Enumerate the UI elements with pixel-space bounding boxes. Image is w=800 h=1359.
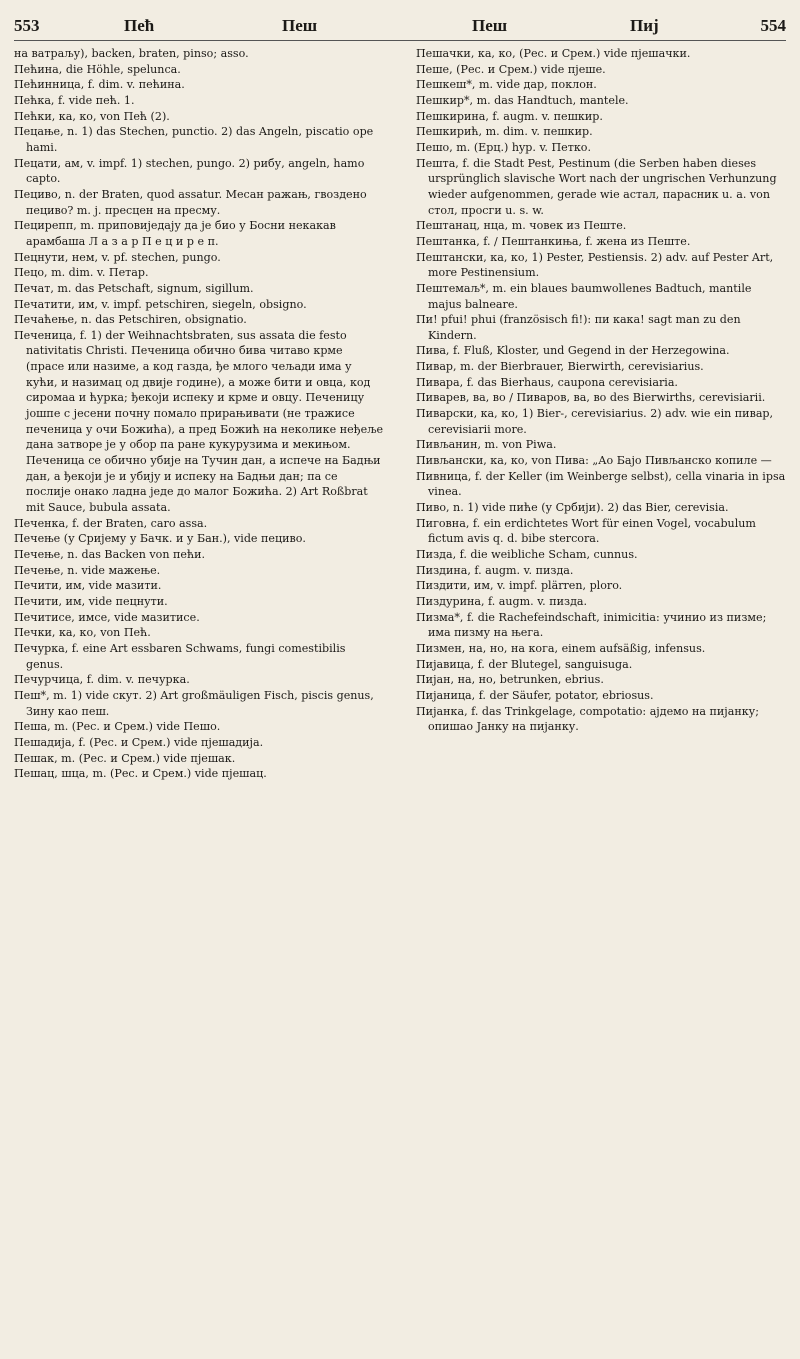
guide-word-4: Пиј: [630, 16, 659, 35]
dictionary-entry: Пеше, (Рес. и Срем.) vide пјеше.: [416, 62, 606, 76]
guide-word-1: Пећ: [124, 16, 155, 35]
dictionary-entry: Печки, ка, ко, von Пећ.: [14, 626, 151, 640]
dictionary-entry: Пецати, ам, v. impf. 1) stechen, pungo. 2) рибу, angeln, hamo capto.: [14, 156, 365, 186]
left-column: [14, 46, 384, 782]
dictionary-entry: Пештански, ка, ко, 1) Pester, Pestiensis. 2) adv. auf Pester Art, more Pestinensium.: [416, 250, 774, 280]
dictionary-entry: Пештанац, нца, m. човек из Пеште.: [416, 219, 627, 233]
right-column: [416, 46, 786, 735]
dictionary-entry: Пешта, f. die Stadt Pest, Pestinum (die Serben haben dieses ursprünglich slavische Wort nach der ungrischen Verhunzung wieder aufgenommen, gerade wie астал, парасник u. a. von стол, просги u. s. w.: [416, 156, 777, 217]
dictionary-entry: Пешкир*, m. das Handtuch, mantele.: [416, 93, 629, 107]
dictionary-entry: Пећина, die Höhle, spelunca.: [14, 62, 181, 76]
dictionary-entry: Печити, им, vide мазити.: [14, 579, 162, 593]
dictionary-entry: Пећки, ка, ко, von Пећ (2).: [14, 109, 170, 123]
dictionary-entry: Пиздурина, f. augm. v. пизда.: [416, 594, 588, 608]
dictionary-entry: Печење, n. das Backen von пећи.: [14, 548, 206, 561]
dictionary-entry: Пивара, f. das Bierhaus, caupona cerevisiaria.: [416, 375, 678, 389]
dictionary-entry: Печурчица, f. dim. v. печурка.: [14, 673, 190, 687]
dictionary-entry: Печаћење, n. das Petschiren, obsignatio.: [14, 313, 247, 327]
dictionary-entry: Пециво, n. der Braten, quod assatur. Месан ражањ, гвоздено пециво? m. j. пресцен на пресму.: [14, 187, 367, 217]
dictionary-entry: Пиварев, ва, во / Пиваров, ва, во des Bierwirths, cerevisiarii.: [416, 391, 766, 405]
dictionary-entry: Пешкирина, f. augm. v. пешкир.: [416, 109, 603, 123]
dictionary-entry: Пешац, шца, m. (Рес. и Срем.) vide пјешац.: [14, 767, 267, 781]
dictionary-entry: Пецање, n. 1) das Stechen, punctio. 2) das Angeln, piscatio ope hami.: [14, 125, 374, 154]
dictionary-entry: Пешкеш*, m. vide дар, поклон.: [416, 78, 597, 92]
dictionary-entry: Печат, m. das Petschaft, signum, sigillum.: [14, 281, 254, 295]
dictionary-entry: Пиздина, f. augm. v. пизда.: [416, 563, 574, 577]
dictionary-entry: Пиздити, им, v. impf. plärren, ploro.: [416, 579, 623, 593]
dictionary-entry: Пешак, m. (Рес. и Срем.) vide пјешак.: [14, 751, 236, 765]
header-rule: [14, 40, 786, 41]
page-number-right: 554: [760, 16, 786, 35]
dictionary-entry: Печити, им, vide пецнути.: [14, 594, 168, 608]
dictionary-entry: Пешадија, f. (Рес. и Срем.) vide пјешадија.: [14, 735, 264, 749]
dictionary-entry: Пештанка, f. / Пештанкиња, f. жена из Пеште.: [416, 234, 691, 248]
dictionary-entry: Пивљанин, m. von Piwa.: [416, 438, 557, 452]
dictionary-entry: Пи! pfui! phui (französisch fi!): пи кака! sagt man zu den Kindern.: [416, 313, 741, 342]
dictionary-entry: Печеница, f. 1) der Weihnachtsbraten, sus assata die festo nativitatis Christi. Печеница обично бива читаво крме (прасе или назиме, а код газда, ђе млого чељади има у кући, и назимац од двије године), а може бити и овца, код сиромаа и ћурка; ђекоји испеку и крме и овцу. Печеницу јошпе с јесени почну помало прирањивати (не тражисе печеница у очи Божића), а пред Божић на неколике неђеље дана затворе је у обор па ране кукурузима и мекињом. Печеница се обично убије на Тучин дан, а испече на Бадњи дан, а ђекоји је и убију и испеку на Бадњи дан; па се послије онако ладна једе до малог Божића. 2) Art Roßbrat mit Sauce, bubula assata.: [14, 328, 384, 515]
dictionary-entry: Пеша, m. (Рес. и Срем.) vide Пешо.: [14, 720, 221, 734]
dictionary-entry: Пеш*, m. 1) vide скут. 2) Art großmäuligen Fisch, piscis genus, Зину као пеш.: [14, 688, 374, 718]
dictionary-entry: на ватраљу), backen, braten, pinso; asso.: [14, 47, 249, 60]
page-number-left: 553: [14, 16, 40, 35]
dictionary-entry: Пецирепп, m. приповиједају да је био у Босни некакав арамбаша Л а з а р П е ц и р е п.: [14, 219, 336, 248]
dictionary-entry: Пијан, на, но, betrunken, ebrius.: [416, 673, 604, 687]
dictionary-entry: Печитисе, имсе, vide мазитисе.: [14, 610, 200, 624]
guide-word-2: Пеш: [282, 16, 318, 35]
dictionary-entry: Печенка, f. der Braten, caro assa.: [14, 516, 208, 530]
dictionary-entry: Пешо, m. (Ерц.) hyp. v. Петко.: [416, 140, 591, 154]
dictionary-entry: Пизма*, f. die Rachefeindschaft, inimicitia: учинио из пизме; има пизму на њега.: [416, 610, 767, 640]
dictionary-entry: Пећка, f. vide пећ. 1.: [14, 93, 135, 107]
dictionary-entry: Пешачки, ка, ко, (Рес. и Срем.) vide пјешачки.: [416, 47, 691, 60]
dictionary-entry: Печење (у Сријему у Бачк. и у Бан.), vide пециво.: [14, 532, 306, 546]
dictionary-entry: Пивар, m. der Bierbrauer, Bierwirth, cerevisiarius.: [416, 360, 704, 374]
dictionary-entry: Пива, f. Fluß, Kloster, und Gegend in der Herzegowina.: [416, 344, 730, 358]
guide-word-3: Пеш: [472, 16, 508, 35]
dictionary-entry: Пивница, f. der Keller (im Weinberge selbst), cella vinaria in ipsa vinea.: [416, 469, 786, 499]
dictionary-entry: Пијанка, f. das Trinkgelage, compotatio: ајдемо на пијанку; опишао Јанку на пијанку.: [416, 704, 759, 734]
dictionary-entry: Пештемаљ*, m. ein blaues baumwollenes Badtuch, mantile majus balneare.: [416, 281, 752, 311]
dictionary-entry: Печурка, f. eine Art essbaren Schwams, fungi comestibilis genus.: [14, 641, 346, 671]
dictionary-entry: Пивљански, ка, ко, von Пива: „Ао Бајо Пивљанско копиле —: [416, 454, 772, 468]
dictionary-entry: Пецнути, нем, v. pf. stechen, pungo.: [14, 250, 221, 264]
page-header: [14, 12, 786, 42]
dictionary-entry: Печатити, им, v. impf. petschiren, siegeln, obsigno.: [14, 297, 307, 311]
dictionary-entry: Пијаница, f. der Säufer, potator, ebriosus.: [416, 688, 654, 702]
dictionary-entry: Пиво, n. 1) vide пиће (у Србији). 2) das Bier, cerevisia.: [416, 501, 729, 515]
dictionary-entry: Пешкирић, m. dim. v. пешкир.: [416, 125, 593, 139]
dictionary-entry: Пијавица, f. der Blutegel, sanguisuga.: [416, 657, 633, 671]
dictionary-entry: Пећинница, f. dim. v. пећина.: [14, 78, 185, 92]
dictionary-entry: Пиварски, ка, ко, 1) Bier-, cerevisiarius. 2) adv. wie ein пивар, cerevisiarii more.: [416, 407, 774, 436]
dictionary-entry: Пиговна, f. ein erdichtetes Wort für einen Vogel, vocabulum fictum avis q. d. bibe stercora.: [416, 516, 756, 546]
dictionary-entry: Пизда, f. die weibliche Scham, cunnus.: [416, 548, 638, 561]
dictionary-entry: Пизмен, на, но, на кога, einem aufsäßig, infensus.: [416, 641, 706, 655]
dictionary-entry: Печење, n. vide мажење.: [14, 563, 161, 577]
dictionary-entry: Пецо, m. dim. v. Петар.: [14, 266, 149, 280]
